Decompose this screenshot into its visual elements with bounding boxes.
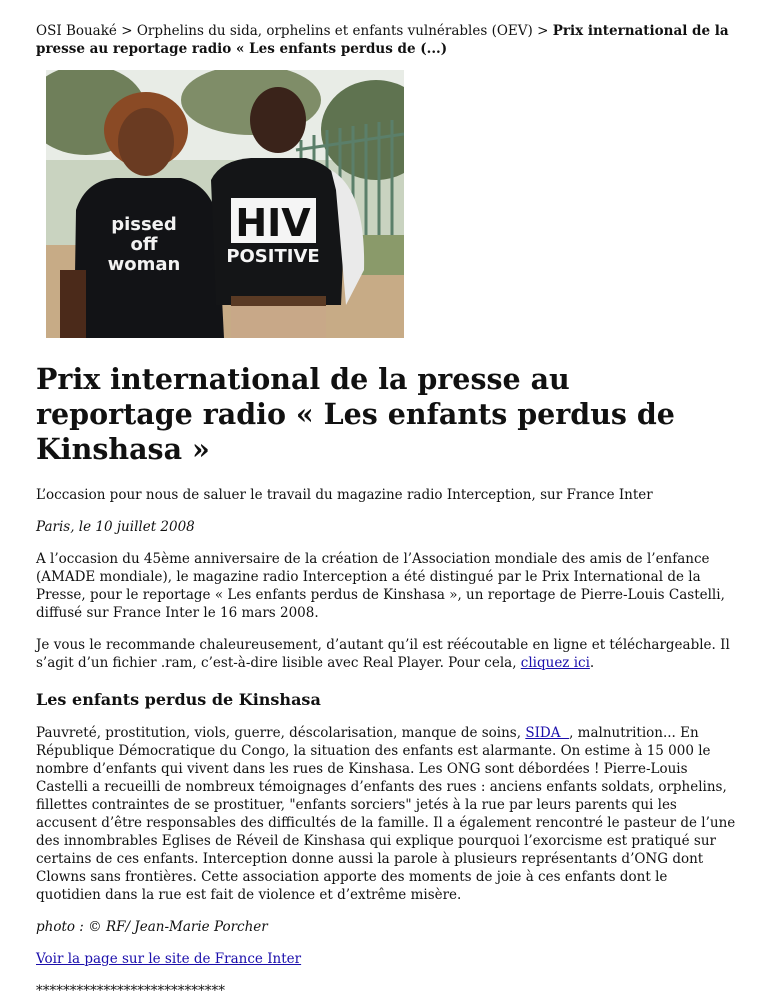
- article-title: Prix international de la presse au reportage radio « Les enfants perdus de Kinshasa »: [36, 362, 675, 466]
- breadcrumb-separator: >: [532, 23, 553, 39]
- breadcrumb-separator: >: [116, 23, 137, 39]
- sida-link[interactable]: SIDA: [525, 725, 570, 741]
- breadcrumb-section-link[interactable]: Orphelins du sida, orphelins et enfants vulnérables (OEV): [136, 23, 533, 39]
- breadcrumb-current: Prix international de la presse au reportage radio « Les enfants perdus de (...): [36, 23, 729, 57]
- france-inter-link[interactable]: Voir la page sur le site de France Inter: [36, 951, 302, 967]
- article-subtitle: Les enfants perdus de Kinshasa: [36, 690, 321, 709]
- shirt-text-right-bottom: POSITIVE: [226, 246, 320, 267]
- listen-link[interactable]: cliquez ici: [520, 655, 590, 671]
- paragraph-text: Pauvreté, prostitution, viols, guerre, déscolarisation, manque de soins,: [36, 725, 526, 741]
- photo-illustration: [46, 70, 404, 338]
- paragraph-text: Je vous le recommande chaleureusement, d’autant qu’il est réécoutable en ligne et téléchargeable. Il s’agit d’un fichier .ram, c’est-à-dire lisible avec Real Player. Pour cela,: [36, 637, 730, 671]
- shirt-text-left-1: pissed: [111, 214, 177, 235]
- breadcrumb-site-link[interactable]: OSI Bouaké: [36, 23, 117, 39]
- shirt-text-left-3: woman: [107, 254, 181, 275]
- shirt-text-left-2: off: [130, 234, 158, 255]
- photo-credit: photo : © RF/ Jean-Marie Porcher: [36, 919, 268, 935]
- article-paragraph-1: A l’occasion du 45ème anniversaire de la création de l’Association mondiale des amis de l’enfance (AMADE mondiale), le magazine radio Interception a été distingué par le Prix International de la Presse, pour le reportage « Les enfants perdus de Kinshasa », un reportage de Pierre-Louis Castelli, diffusé sur France Inter le 16 mars 2008.: [36, 551, 725, 621]
- article-date: Paris, le 10 juillet 2008: [36, 519, 195, 535]
- page: [36, 0, 736, 1000]
- paragraph-text: .: [589, 655, 595, 671]
- article-intro: L’occasion pour nous de saluer le travail du magazine radio Interception, sur France Inter: [36, 487, 653, 503]
- article-paragraph-3: [36, 724, 736, 904]
- separator-stars: ****************************: [36, 983, 225, 999]
- article-photo: [46, 70, 404, 338]
- france-inter-link-paragraph: [36, 950, 736, 968]
- paragraph-text: , malnutrition... En République Démocratique du Congo, la situation des enfants est alarmante. On estime à 15 000 le nombre d’enfants qui vivent dans les rues de Kinshasa. Les ONG sont débordées ! Pierre-Louis Castelli a recueilli de nombreux témoignages d’enfants des rues : anciens enfants soldats, orphelins, fillettes contraintes de se prostituer, "enfants sorciers" jetés à la rue par leurs parents qui les accusent d’être responsables des difficultés de la famille. Il a également rencontré le pasteur de l’une des innombrables Eglises de Réveil de Kinshasa qui explique pourquoi l’exorcisme est pratiqué sur certains de ces enfants. Interception donne aussi la parole à plusieurs représentants d’ONG dont Clowns sans frontières. Cette association apporte des moments de joie à ces enfants dont le quotidien dans la rue est fait de violence et d’extrême misère.: [36, 725, 736, 903]
- article-paragraph-2: [36, 636, 736, 672]
- shirt-text-right-top: HIV: [235, 201, 311, 245]
- breadcrumb: [36, 22, 736, 58]
